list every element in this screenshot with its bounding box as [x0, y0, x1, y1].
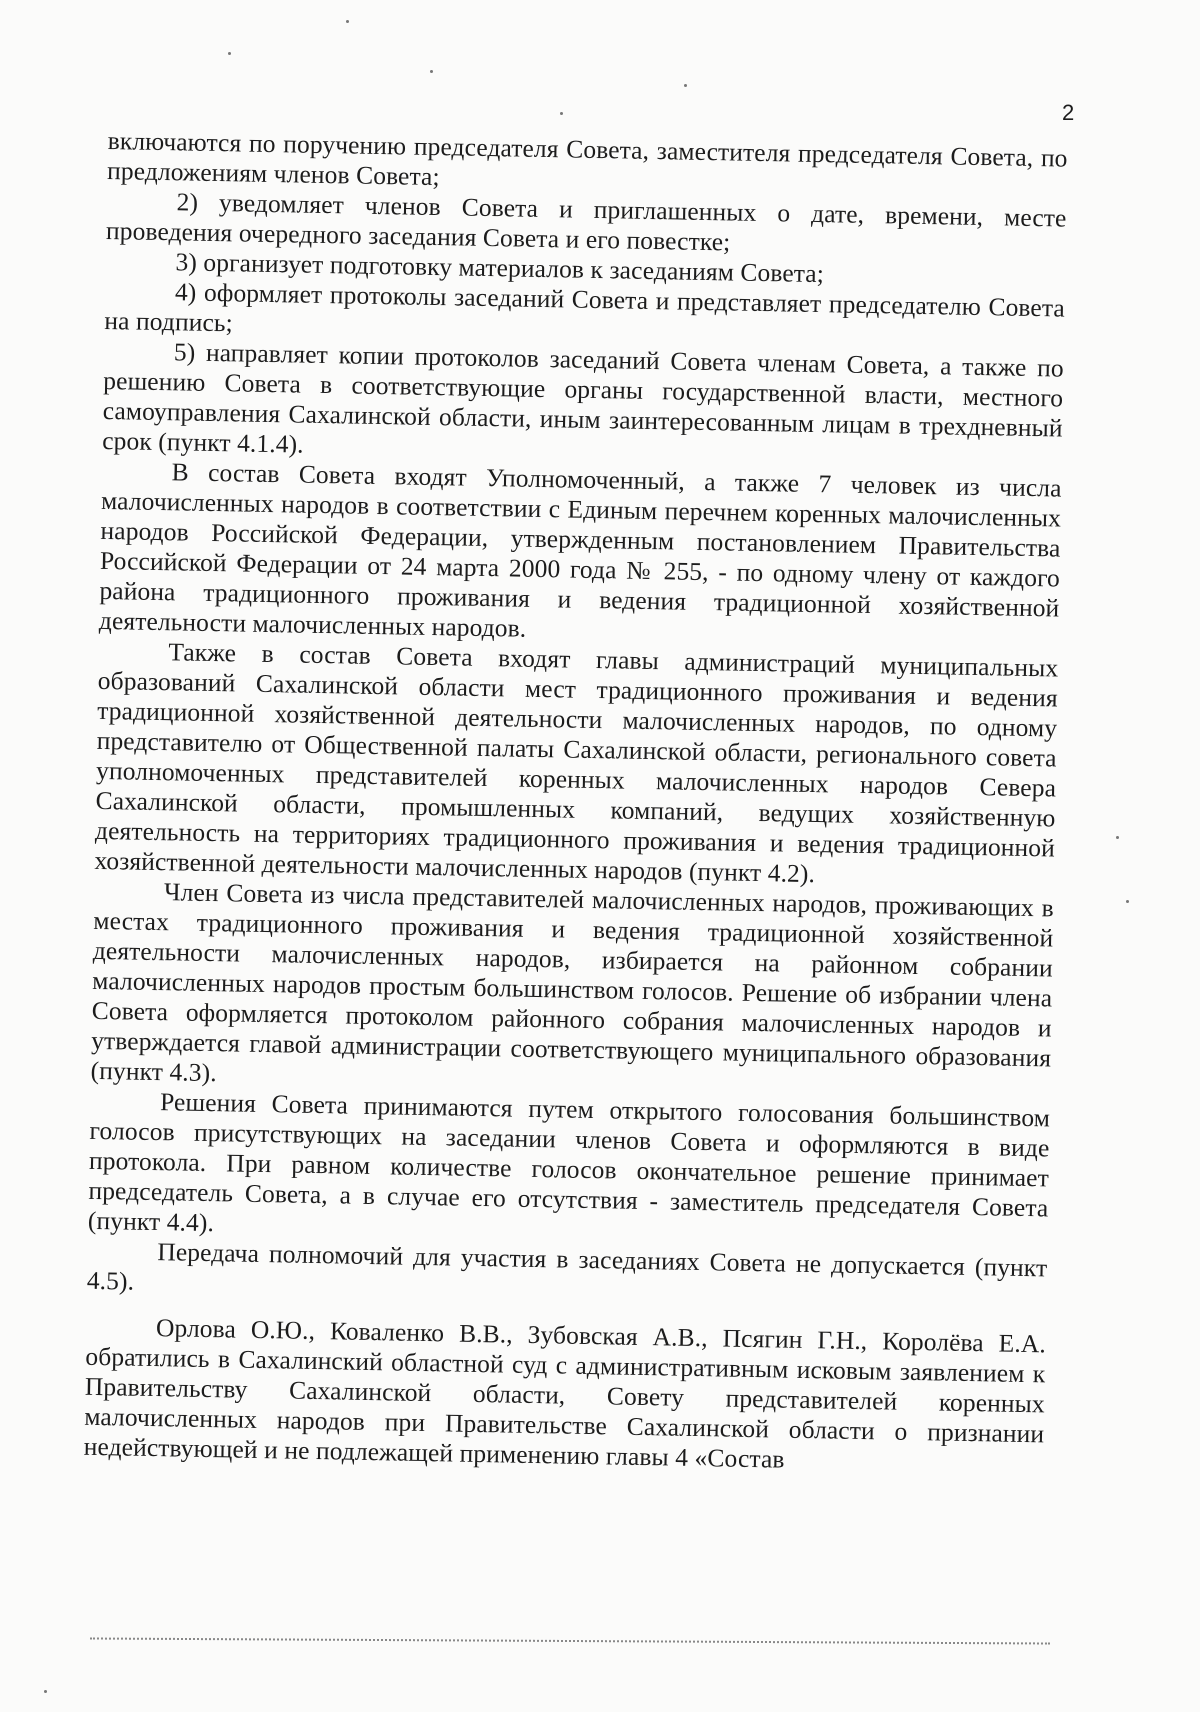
paragraph-member-election: Член Совета из числа представителей малочисленных народов, проживающих в местах традиционного проживания и ведения традиционной хозяйственной деятельности малочисленных народов, избирается на районном собрании малочисленных народов простым большинством голосов. Решение об избрании члена Совета оформляется протоколом районного собрания малочисленных народов и утверждается главой администрации соответствующего муниципального образования (пункт 4.3). — [90, 877, 1055, 1088]
paragraph-item-2: 2) уведомляет членов Совета и приглашенных о дате, времени, месте проведения очередного заседания Совета и его повестке; — [105, 187, 1067, 257]
paragraph-item-4: 4) оформляет протоколы заседаний Совета и представляет председателю Совета на подпись; — [104, 277, 1066, 338]
document-body — [84, 126, 1068, 1479]
paragraph-council-composition: В состав Совета входят Уполномоченный, а также 7 человек из числа малочисленных народов в соответствии с Единым перечнем коренных малочисленных народов Российской Федерации, утвержденным постановлением Правительства Российской Федерации от 24 марта 2000 года № 255, - по одному члену от каждого района традиционного проживания и ведения традиционной хозяйственной деятельности малочисленных народов. — [98, 457, 1062, 643]
paragraph-council-also: Также в состав Совета входят главы администраций муниципальных образований Сахалинской области мест традиционного проживания и ведения традиционной хозяйственной деятельности малочисленных народов, по одному представителю от Общественной палаты Сахалинской области, регионального совета уполномоченных представителей коренных малочисленных народов Севера Сахалинской области, промышленных компаний, ведущих хозяйственную деятельность на территориях традиционного проживания и ведения традиционной хозяйственной деятельности малочисленных народов (пункт 4.2). — [94, 637, 1059, 889]
scan-speck — [1126, 900, 1129, 903]
paragraph-continuation: включаются по поручению председателя Совета, заместителя председателя Совета, по предложениям членов Совета; — [106, 126, 1068, 192]
scan-speck — [346, 20, 349, 23]
scan-speck — [44, 1690, 47, 1693]
paragraph-claimants: Орлова О.Ю., Коваленко В.В., Зубовская А.В., Псягин Г.Н., Королёва Е.А. обратились в Сахалинский областной суд с административным исковым заявлением к Правительству Сахалинской области, Совету представителей коренных малочисленных народов при Правительстве Сахалинской области о признании недействующей и не подлежащей применению главы 4 «Состав — [83, 1313, 1047, 1474]
paragraph-delegation: Передача полномочий для участия в заседаниях Совета не допускается (пункт 4.5). — [86, 1237, 1048, 1296]
scan-speck — [228, 52, 231, 55]
paragraph-decisions: Решения Совета принимаются путем открытого голосования большинством голосов присутствующих на заседании членов Совета и оформляются в виде протокола. При равном количестве голосов окончательное решение принимает председатель Совета, а в случае его отсутствия - заместитель председателя Совета (пункт 4.4). — [87, 1087, 1051, 1238]
paragraph-item-3: 3) организует подготовку материалов к заседаниям Совета; — [175, 247, 825, 289]
scan-edge-noise — [90, 1637, 1050, 1644]
paragraph-item-5: 5) направляет копии протоколов заседаний Совета членам Совета, а также по решению Совета в соответствующие органы государственной власти, местного самоуправления Сахалинской области, иным заинтересованным лицам в трехдневный срок (пункт 4.1.4). — [101, 337, 1064, 459]
scan-speck — [684, 84, 687, 87]
scan-speck — [430, 70, 433, 73]
page-number: 2 — [1062, 100, 1075, 125]
scan-speck — [1116, 836, 1119, 839]
scan-speck — [560, 112, 563, 115]
